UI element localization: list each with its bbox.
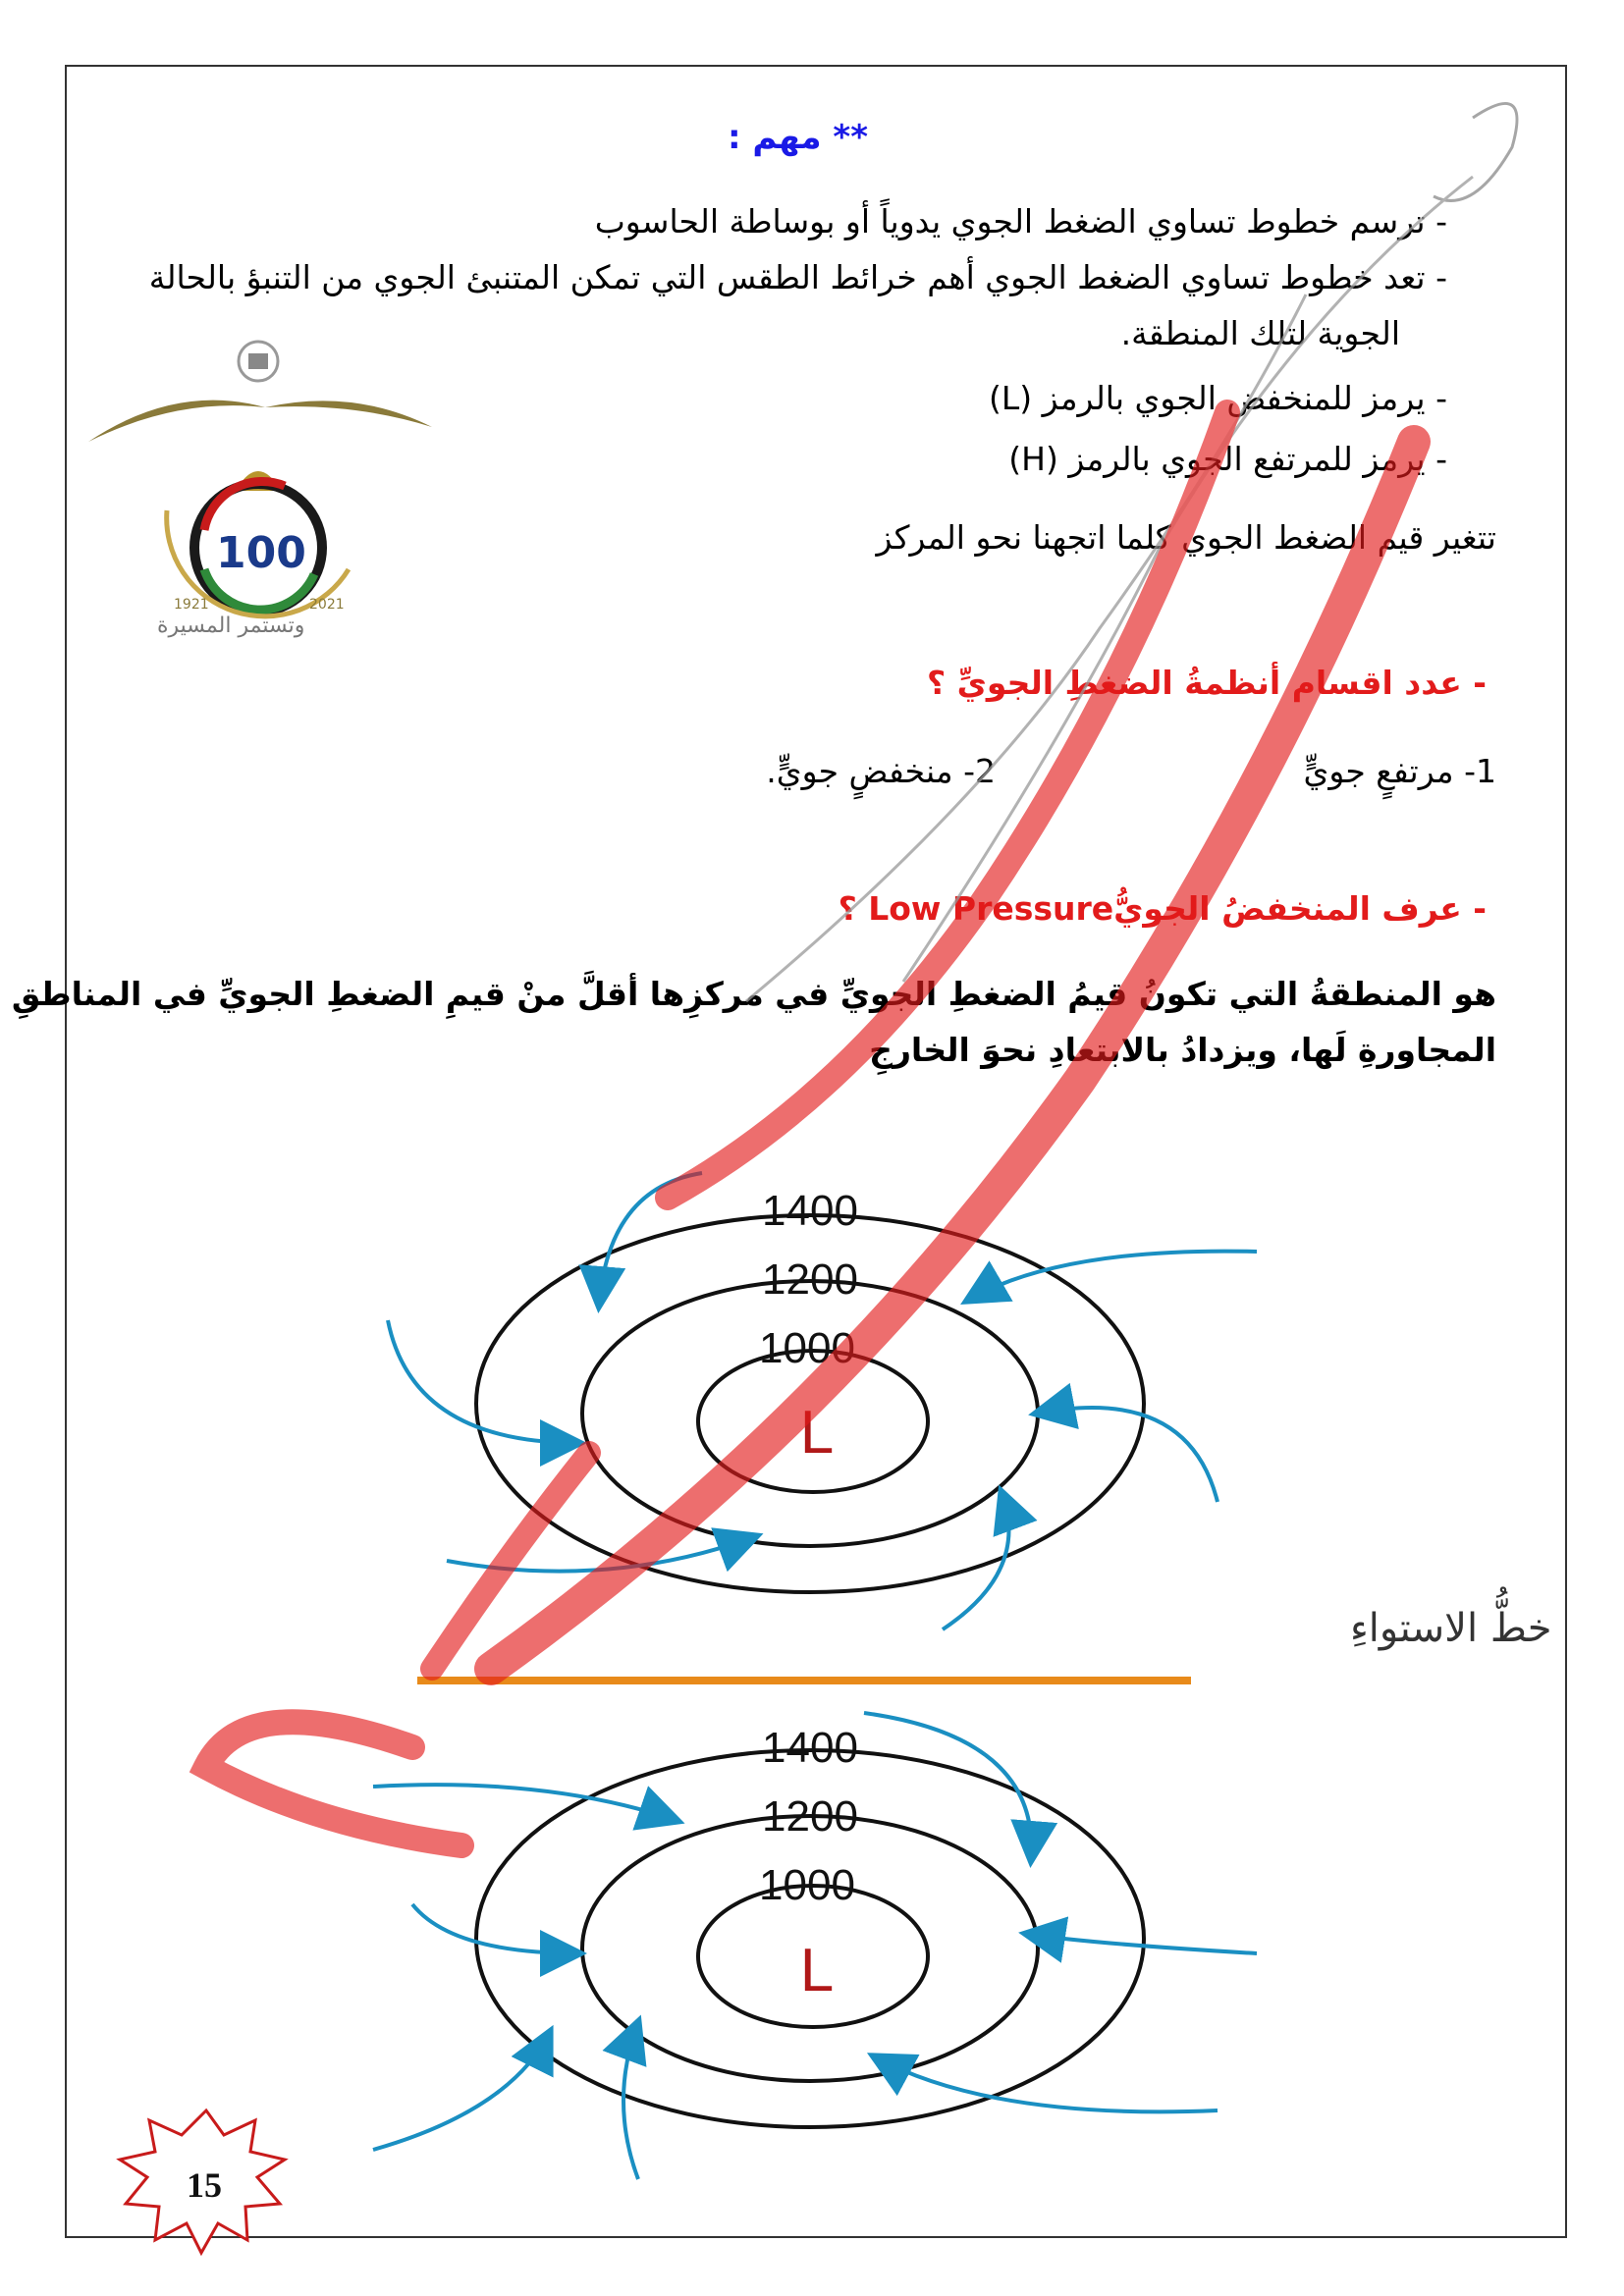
definition-line-1: هو المنطقةُ التي تكونُ قيمُ الضغطِ الجويِّ في مركزِها أقلَّ منْ قيمِ الضغطِ الجويِّ في المناطقِ [11, 975, 1496, 1013]
isobar-label-1200: 1200 [762, 1255, 858, 1304]
isobar-label-1200: 1200 [762, 1792, 858, 1841]
wind-arrow [388, 1320, 579, 1443]
low-center-label: L [799, 1937, 835, 2004]
answer-low: 2- منخفضٍ جويٍّ. [766, 752, 996, 790]
bullet-2-cont: الجوية لتلك المنطقة. [1120, 314, 1400, 352]
isobar-label-1000: 1000 [759, 1861, 855, 1909]
page-number-badge [120, 2110, 285, 2253]
wind-arrow [373, 2032, 550, 2150]
logo-number: 100 [216, 528, 306, 578]
pressure-change-text: تتغير قيم الضغط الجوي كلما اتجهنا نحو المركز [876, 518, 1496, 557]
bullet-2: - تعد خطوط تساوي الضغط الجوي أهم خرائط الطقس التي تمكن المتنبئ الجوي من التنبؤ بالحالة [148, 258, 1447, 296]
lower-low-system [373, 1713, 1257, 2179]
bullet-4: - يرمز للمرتفع الجوي بالرمز (H) [1008, 440, 1447, 478]
wind-arrow [967, 1252, 1257, 1301]
wind-arrow [1036, 1408, 1218, 1502]
isobar-label-1400: 1400 [762, 1187, 858, 1235]
wind-arrow [412, 1904, 579, 1953]
page-number: 15 [187, 2165, 222, 2205]
wind-arrow [373, 1785, 677, 1821]
isobar-label-1000: 1000 [759, 1324, 855, 1372]
bullet-1: - ترسم خطوط تساوي الضغط الجوي يدوياً أو بوساطة الحاسوب [594, 202, 1447, 240]
logo-caption: وتستمر المسيرة [157, 614, 305, 638]
question-define-low: - عرف المنخفضُ الجويُّLow Pressure ؟ [838, 889, 1487, 928]
answer-high: 1- مرتفعٍ جويٍّ [1303, 752, 1496, 790]
definition-line-2: المجاورةِ لَها، ويزدادُ بالابتعادِ نحوَ الخارجِ [869, 1031, 1496, 1069]
signature-watermark [206, 103, 1517, 1845]
logo-year-left: 1921 [174, 597, 209, 613]
important-heading: ** مهم : [728, 118, 868, 157]
isobar-label-1400: 1400 [762, 1724, 858, 1772]
equator-label: خطُّ الاستواءِ [1350, 1606, 1552, 1651]
low-center-label: L [799, 1399, 835, 1467]
question-divisions: - عدد اقسام أنظمةُ الضغطِ الجويِّ ؟ [927, 664, 1487, 702]
logo-year-right: 2021 [309, 597, 345, 613]
bullet-3: - يرمز للمنخفض الجوي بالرمز (L) [988, 379, 1447, 417]
